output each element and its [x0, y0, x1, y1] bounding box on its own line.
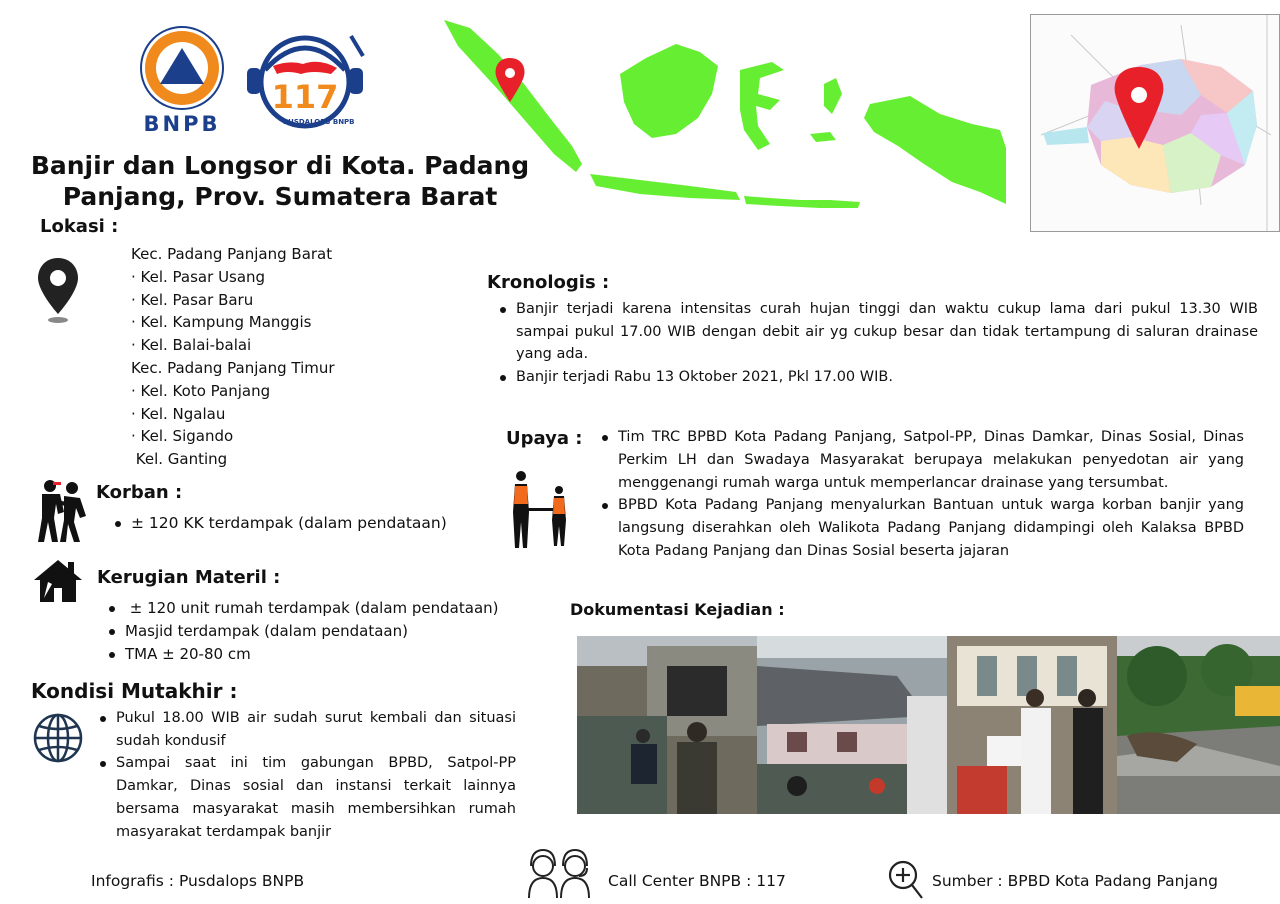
kondisi-list [98, 707, 516, 843]
pusdalops-117-logo [243, 30, 367, 138]
kondisi-heading: Kondisi Mutakhir : [31, 679, 238, 703]
lokasi-item: Kec. Padang Panjang Barat [131, 245, 333, 263]
map-pin-icon [36, 256, 80, 326]
landslide-slope-photo [1117, 636, 1280, 814]
upaya-heading: Upaya : [506, 428, 583, 449]
footer-sumber: Sumber : BPBD Kota Padang Panjang [932, 872, 1218, 890]
kronologis-item: Banjir terjadi karena intensitas curah hujan tinggi dan waktu cukup lama dari pukul 13.30 WIB sampai pukul 17.00 WIB dengan debit air yg cukup besar dan tidak tertampung di saluran drainase yang ada. [498, 298, 1258, 366]
kerugian-heading: Kerugian Materil : [97, 567, 281, 588]
kronologis-list [498, 298, 1258, 389]
city-district-map [1030, 14, 1280, 232]
lokasi-heading: Lokasi : [40, 216, 119, 237]
korban-list [113, 512, 447, 534]
kronologis-item: Banjir terjadi Rabu 13 Oktober 2021, Pkl 17.00 WIB. [498, 366, 1258, 389]
kerugian-item: Masjid terdampak (dalam pendataan) [107, 620, 499, 643]
footer-call-center: Call Center BNPB : 117 [608, 872, 786, 890]
lokasi-item: Kel. Ganting [131, 450, 228, 469]
lokasi-item: · Kel. Kampung Manggis [131, 313, 312, 332]
korban-heading: Korban : [96, 482, 183, 503]
kerugian-item: TMA ± 20-80 cm [107, 643, 499, 666]
globe-icon [32, 712, 84, 764]
title-line-1: Banjir dan Longsor di Kota. Padang [30, 151, 530, 180]
lokasi-item: Kec. Padang Panjang Timur [131, 358, 335, 377]
bnpb-wordmark: BNPB [143, 112, 221, 136]
upaya-item: BPBD Kota Padang Panjang menyalurkan Bantuan untuk warga korban banjir yang langsung diserahkan oleh Walikota Padang Panjang didampingi oleh Kalaksa BPBD Kota Padang Panjang dan Dinas Sosial beserta jajaran [600, 494, 1244, 562]
magnifier-plus-icon [886, 858, 926, 902]
flood-street-photo [577, 636, 757, 814]
lokasi-item: · Kel. Pasar Baru [131, 290, 254, 309]
kerugian-list [107, 597, 499, 666]
lokasi-item: · Kel. Pasar Usang [131, 267, 266, 286]
dokumentasi-heading: Dokumentasi Kejadian : [570, 600, 785, 619]
photo-strip [577, 636, 1280, 814]
kondisi-item: Sampai saat ini tim gabungan BPBD, Satpol-PP Damkar, Dinas sosial dan instansi terkait lainnya bersama masyarakat masih membersihkan rumah masyarakat terdampak banjir [98, 752, 516, 843]
bnpb-logo [136, 26, 228, 138]
upaya-item: Tim TRC BPBD Kota Padang Panjang, Satpol-PP, Dinas Damkar, Dinas Sosial, Dinas Perkim LH dan Swadaya Masyarakat berupaya melakukan penyedotan air yang menggenangi rumah warga untuk memperlancar drainase yang tersumbat. [600, 426, 1244, 494]
city-map-shape [1031, 15, 1280, 232]
lokasi-list [131, 243, 335, 471]
kronologis-heading: Kronologis : [487, 272, 610, 293]
lokasi-item: · Kel. Koto Panjang [131, 381, 271, 400]
flooded-houses-photo [757, 636, 947, 814]
indonesia-map [440, 14, 1010, 224]
call-center-icon [521, 846, 599, 898]
lokasi-item: · Kel. Sigando [131, 427, 234, 446]
indonesia-map-shape [440, 14, 1010, 224]
aid-distribution-photo [947, 636, 1117, 814]
pusdalops-number: 117 [271, 78, 339, 116]
victims-icon [34, 478, 90, 544]
upaya-list [600, 426, 1244, 563]
title-line-2: Panjang, Prov. Sumatera Barat [62, 182, 498, 211]
lokasi-item: · Kel. Balai-balai [131, 336, 252, 355]
pusdalops-label: PUSDALOPS BNPB [283, 118, 355, 126]
house-icon [32, 558, 84, 604]
lokasi-item: · Kel. Ngalau [131, 404, 226, 423]
kondisi-item: Pukul 18.00 WIB air sudah surut kembali dan situasi sudah kondusif [98, 707, 516, 752]
kerugian-item: ± 120 unit rumah terdampak (dalam pendataan) [107, 597, 499, 620]
rescue-workers-icon [505, 468, 575, 552]
korban-item: ± 120 KK terdampak (dalam pendataan) [113, 512, 447, 534]
footer-infografis: Infografis : Pusdalops BNPB [91, 872, 305, 890]
